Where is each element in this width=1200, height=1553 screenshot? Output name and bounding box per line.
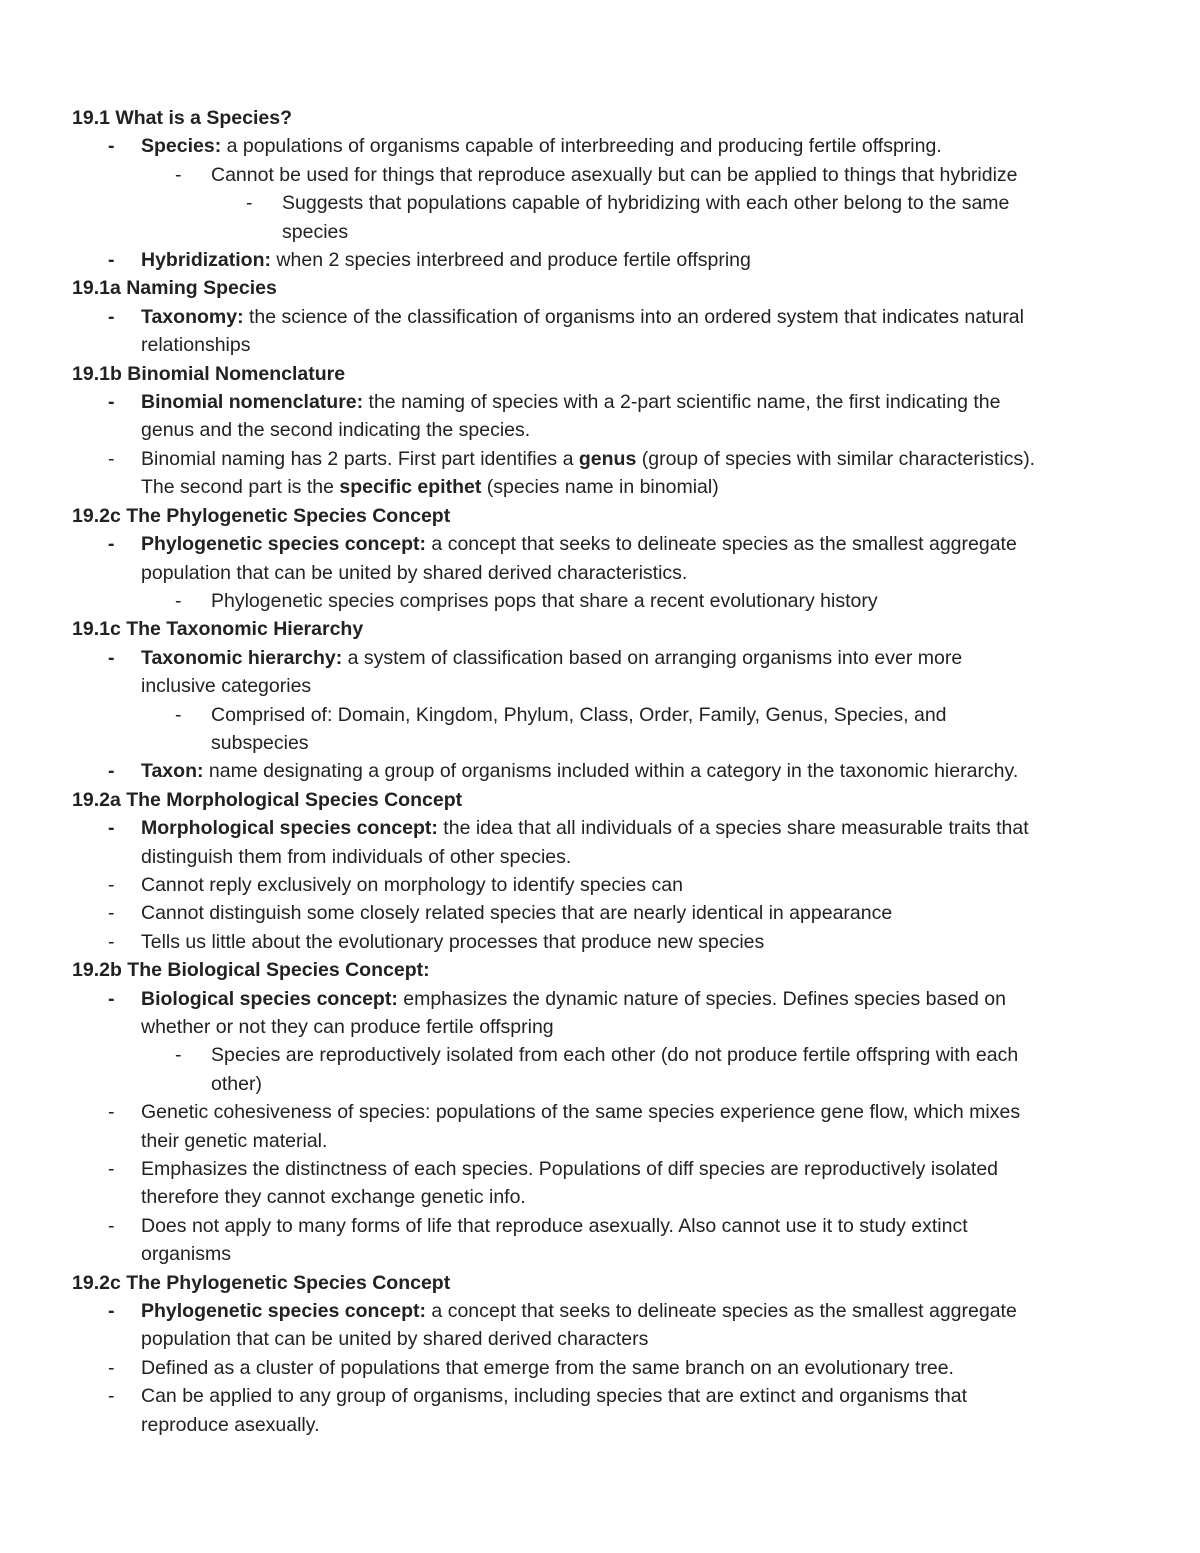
note-text: Tells us little about the evolutionary processes that produce new species — [141, 930, 765, 953]
definition-item — [72, 985, 1140, 1042]
note-text: Genetic cohesiveness of species: populations of the same species experience gene flow, which mixes — [141, 1101, 1021, 1124]
definition-item — [72, 757, 1140, 785]
note-text: species — [282, 220, 349, 243]
term: Taxon: — [141, 760, 204, 783]
bullet-dash: - — [175, 703, 182, 726]
bullet-dash: - — [175, 589, 182, 612]
definition-text: a concept that seeks to delineate species as the smallest aggregate — [426, 533, 1017, 556]
section-heading: 19.1c The Taxonomic Hierarchy — [72, 618, 364, 641]
sub-item — [72, 161, 1140, 189]
note-text: therefore they cannot exchange genetic info. — [141, 1186, 526, 1209]
definition-item — [72, 814, 1140, 871]
term: Hybridization: — [141, 249, 271, 272]
definition-item — [72, 246, 1140, 274]
definition-text: a populations of organisms capable of interbreeding and producing fertile offspring. — [221, 135, 942, 158]
sub-item — [72, 1041, 1140, 1098]
note-item — [72, 928, 1140, 956]
note-item — [72, 871, 1140, 899]
note-item — [72, 899, 1140, 927]
bullet-dash: - — [108, 391, 115, 414]
term: Binomial nomenclature: — [141, 391, 364, 414]
note-item — [72, 1354, 1140, 1382]
note-text: Cannot reply exclusively on morphology to identify species can — [141, 873, 683, 896]
bullet-dash: - — [108, 902, 115, 925]
note-item — [72, 1212, 1140, 1269]
term: specific epithet — [339, 476, 482, 499]
definition-text: the idea that all individuals of a species share measurable traits that — [437, 817, 1029, 840]
bullet-dash: - — [108, 646, 115, 669]
section-heading: 19.2c The Phylogenetic Species Concept — [72, 504, 451, 527]
section-heading: 19.1a Naming Species — [72, 277, 277, 300]
definition-text: relationships — [141, 334, 251, 357]
term: Phylogenetic species concept: — [141, 533, 427, 556]
bullet-dash: - — [108, 1158, 115, 1181]
definition-text: inclusive categories — [141, 675, 312, 698]
note-text: (group of species with similar characteristics). — [636, 447, 1036, 470]
definition-text: genus and the second indicating the species. — [141, 419, 531, 442]
bullet-dash: - — [108, 533, 115, 556]
definition-text: the science of the classification of organisms into an ordered system that indicates natural — [243, 305, 1024, 328]
note-text: (species name in binomial) — [481, 476, 719, 499]
note-text: Phylogenetic species comprises pops that share a recent evolutionary history — [211, 589, 878, 612]
definition-text: a concept that seeks to delineate species as the smallest aggregate — [426, 1300, 1017, 1323]
definition-item — [72, 388, 1140, 445]
note-item — [72, 445, 1140, 502]
term: Taxonomy: — [141, 305, 244, 328]
note-text: The second part is the — [141, 476, 340, 499]
note-text: Does not apply to many forms of life that reproduce asexually. Also cannot use it to study extinct — [141, 1214, 968, 1237]
definition-text: name designating a group of organisms included within a category in the taxonomic hierarchy. — [203, 760, 1019, 783]
bullet-dash: - — [108, 873, 115, 896]
section-heading: 19.1b Binomial Nomenclature — [72, 362, 346, 385]
note-text: Cannot be used for things that reproduce asexually but can be applied to things that hybridize — [211, 163, 1018, 186]
note-text: other) — [211, 1072, 262, 1095]
definition-text: population that can be united by shared derived characteristics. — [141, 561, 688, 584]
definition-text: whether or not they can produce fertile offspring — [141, 1016, 554, 1038]
definition-text: distinguish them from individuals of other species. — [141, 845, 572, 868]
term: Species: — [141, 135, 222, 158]
note-text: Emphasizes the distinctness of each species. Populations of diff species are reproductively isolated — [141, 1158, 999, 1181]
bullet-dash: - — [175, 1044, 182, 1067]
bullet-dash: - — [108, 1101, 115, 1124]
note-text: reproduce asexually. — [141, 1413, 320, 1436]
bullet-dash: - — [108, 249, 115, 272]
bullet-dash: - — [108, 305, 115, 328]
bullet-dash: - — [108, 987, 115, 1010]
definition-text: the naming of species with a 2-part scientific name, the first indicating the — [363, 391, 1001, 414]
definition-text: population that can be united by shared derived characters — [141, 1328, 649, 1351]
note-text: Species are reproductively isolated from each other (do not produce fertile offspring with each — [211, 1044, 1019, 1067]
section-heading: 19.2c The Phylogenetic Species Concept — [72, 1271, 451, 1294]
term: Biological species concept: — [141, 987, 398, 1010]
bullet-dash: - — [108, 447, 115, 470]
bullet-dash: - — [108, 817, 115, 840]
bullet-dash: - — [175, 163, 182, 186]
bullet-dash: - — [108, 1356, 115, 1379]
definition-text: when 2 species interbreed and produce fertile offspring — [271, 249, 751, 272]
definition-text: emphasizes the dynamic nature of species. Defines species based on — [397, 987, 1006, 1010]
definition-text: a system of classification based on arranging organisms into ever more — [342, 646, 963, 669]
section-heading: 19.2b The Biological Species Concept: — [72, 959, 430, 982]
term: Phylogenetic species concept: — [141, 1300, 427, 1323]
sub-sub-item — [72, 189, 1140, 246]
note-text: organisms — [141, 1243, 231, 1266]
sub-item — [72, 587, 1140, 615]
note-text: Can be applied to any group of organisms, including species that are extinct and organisms that — [141, 1385, 967, 1408]
bullet-dash: - — [108, 1385, 115, 1408]
definition-item — [72, 644, 1140, 701]
definition-item — [72, 530, 1140, 587]
note-text: Cannot distinguish some closely related species that are nearly identical in appearance — [141, 902, 893, 925]
term: Morphological species concept: — [141, 817, 438, 840]
sub-item — [72, 701, 1140, 758]
note-text: Binomial naming has 2 parts. First part identifies a — [141, 447, 579, 470]
section-heading: 19.2a The Morphological Species Concept — [72, 788, 463, 811]
bullet-dash: - — [108, 760, 115, 783]
bullet-dash: - — [108, 135, 115, 158]
bullet-dash: - — [108, 1214, 115, 1237]
bullet-dash: - — [108, 1300, 115, 1323]
definition-item — [72, 132, 1140, 160]
term: Taxonomic hierarchy: — [141, 646, 343, 669]
note-text: Suggests that populations capable of hybridizing with each other belong to the same — [282, 192, 1010, 215]
section-heading: 19.1 What is a Species? — [72, 107, 293, 129]
bullet-dash: - — [246, 192, 253, 215]
note-text: Defined as a cluster of populations that emerge from the same branch on an evolutionary tree. — [141, 1356, 954, 1379]
note-text: their genetic material. — [141, 1129, 328, 1152]
definition-item — [72, 303, 1140, 360]
note-item — [72, 1098, 1140, 1155]
note-text: subspecies — [211, 731, 309, 754]
note-item — [72, 1155, 1140, 1212]
note-item — [72, 1382, 1140, 1439]
term: genus — [578, 447, 637, 470]
note-text: Comprised of: Domain, Kingdom, Phylum, Class, Order, Family, Genus, Species, and — [211, 703, 947, 726]
definition-item — [72, 1297, 1140, 1354]
bullet-dash: - — [108, 930, 115, 953]
